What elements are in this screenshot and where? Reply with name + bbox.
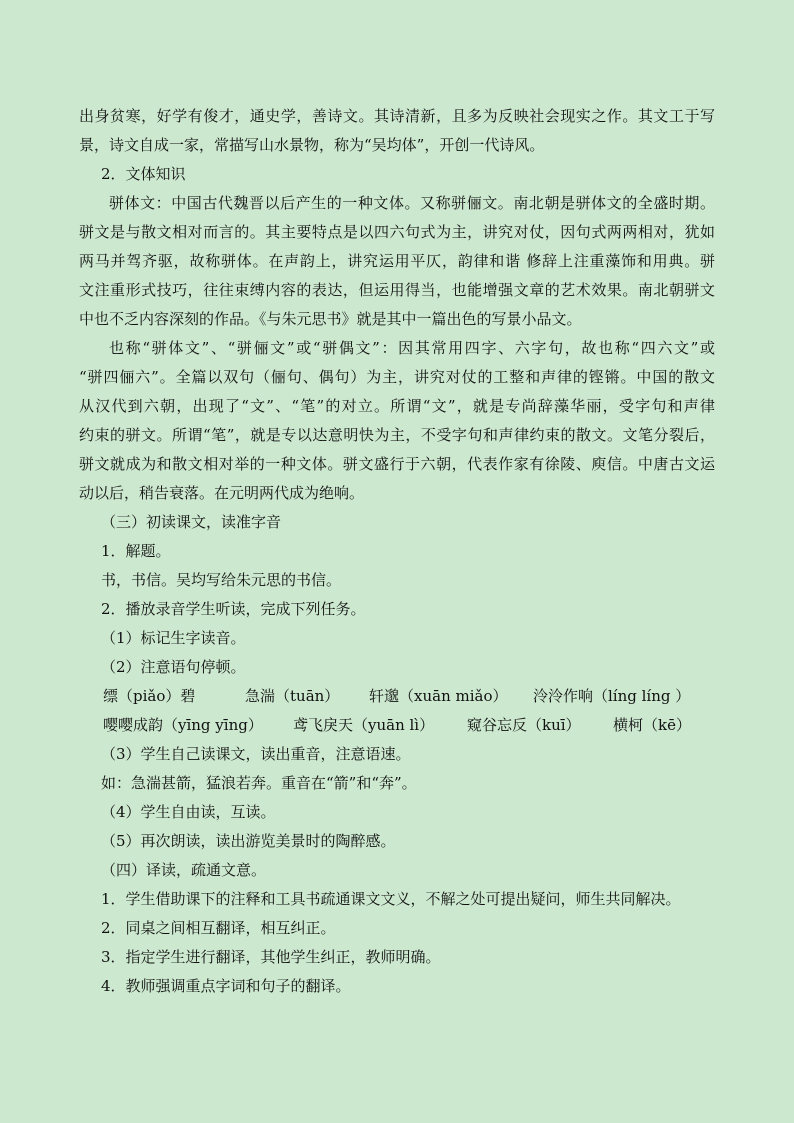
- pronunciation-row-2: [79, 711, 715, 740]
- para2-line-1: 骈体文：中国古代魏晋以后产生的一种文体。又称骈俪文。南北朝是骈体文的全盛时期。: [109, 194, 715, 212]
- section-3-sub-5: （5）再次朗读，读出游览美景时的陶醉感。: [101, 832, 396, 850]
- para2-line-2: 骈文是与散文相对而言的。其主要特点是以四六句式为主，讲究对仗，因句式两两相对，犹如: [79, 223, 715, 241]
- section-3-title: （三）初读课文，读准字音: [101, 513, 282, 531]
- para3-line-5: 骈文就成为和散文相对举的一种文体。骈文盛行于六朝，代表作家有徐陵、庾信。中唐古文运: [79, 455, 715, 473]
- word-piao-bi: 缥（piǎo）碧: [103, 687, 196, 705]
- section-3-sub-3: （3）学生自己读课文，读出重音，注意语速。: [101, 745, 411, 763]
- word-xuan-miao: 轩邈（xuān miǎo）: [369, 687, 508, 705]
- para3-line-3: 从汉代到六朝，出现了“文”、“笔”的对立。所谓“文”，就是专尚辞藻华丽，受字句和声律: [79, 397, 715, 415]
- word-yuan-li: 鸢飞戾天（yuān lì）: [293, 716, 435, 734]
- word-ke: 横柯（kē）: [613, 716, 691, 734]
- section-3-item-1: 1．解题。: [101, 542, 171, 560]
- section-4-item-3: 3．指定学生进行翻译，其他学生纠正，教师明确。: [101, 948, 441, 966]
- section-2-title: 2．文体知识: [101, 165, 186, 183]
- para3-line-6: 动以后，稍告衰落。在元明两代成为绝响。: [79, 484, 365, 502]
- section-3-sub-2: （2）注意语句停顿。: [101, 658, 246, 676]
- para2-line-3: 两马并驾齐驱，故称骈体。在声韵上，讲究运用平仄，韵律和谐 修辞上注重藻饰和用典。骈: [79, 252, 715, 270]
- word-kui: 窥谷忘反（kuī）: [467, 716, 581, 734]
- para2-line-4: 文注重形式技巧，往往束缚内容的表达，但运用得当，也能增强文章的艺术效果。南北朝骈文: [79, 281, 715, 299]
- para1-line-2: 景，诗文自成一家，常描写山水景物，称为“吴均体”，开创一代诗风。: [79, 136, 545, 154]
- pronunciation-row-1: [79, 682, 715, 711]
- section-3-example: 如：急湍甚箭，猛浪若奔。重音在“箭”和“奔”。: [101, 774, 417, 792]
- word-ling-ling: 泠泠作响（líng líng ）: [533, 687, 691, 705]
- section-3-item-2: 2．播放录音学生听读，完成下列任务。: [101, 600, 366, 618]
- section-4-item-4: 4．教师强调重点字词和句子的翻译。: [101, 977, 351, 995]
- section-4-item-2: 2．同桌之间相互翻译，相互纠正。: [101, 919, 336, 937]
- para3-line-1: 也称“骈体文”、“骈俪文”或“骈偶文”：因其常用四字、六字句，故也称“四六文”或: [109, 339, 715, 357]
- para1-line-1: 出身贫寒，好学有俊才，通史学，善诗文。其诗清新，且多为反映社会现实之作。其文工于写: [79, 107, 715, 125]
- para2-line-5: 中也不乏内容深刻的作品。《与朱元思书》就是其中一篇出色的写景小品文。: [79, 310, 582, 328]
- section-4-item-1: 1．学生借助课下的注释和工具书疏通课文文义，不解之处可提出疑问，师生共同解决。: [101, 890, 681, 908]
- word-ji-tuan: 急湍（tuān）: [245, 687, 340, 705]
- section-3-sub-4: （4）学生自由读，互读。: [101, 803, 276, 821]
- document-page: [79, 102, 715, 1001]
- word-ying-ying: 嘤嘤成韵（yīng yīng）: [103, 716, 263, 734]
- para3-line-2: “骈四俪六”。全篇以双句（俪句、偶句）为主，讲究对仗的工整和声律的铿锵。中国的散文: [79, 368, 715, 386]
- para3-line-4: 约束的骈文。所谓“笔”，就是专以达意明快为主，不受字句和声律约束的散文。文笔分裂后，: [79, 426, 715, 444]
- section-3-item-1-text: 书，书信。吴均写给朱元思的书信。: [101, 571, 342, 589]
- section-4-title: （四）译读，疏通文意。: [101, 861, 267, 879]
- section-3-sub-1: （1）标记生字读音。: [101, 629, 246, 647]
